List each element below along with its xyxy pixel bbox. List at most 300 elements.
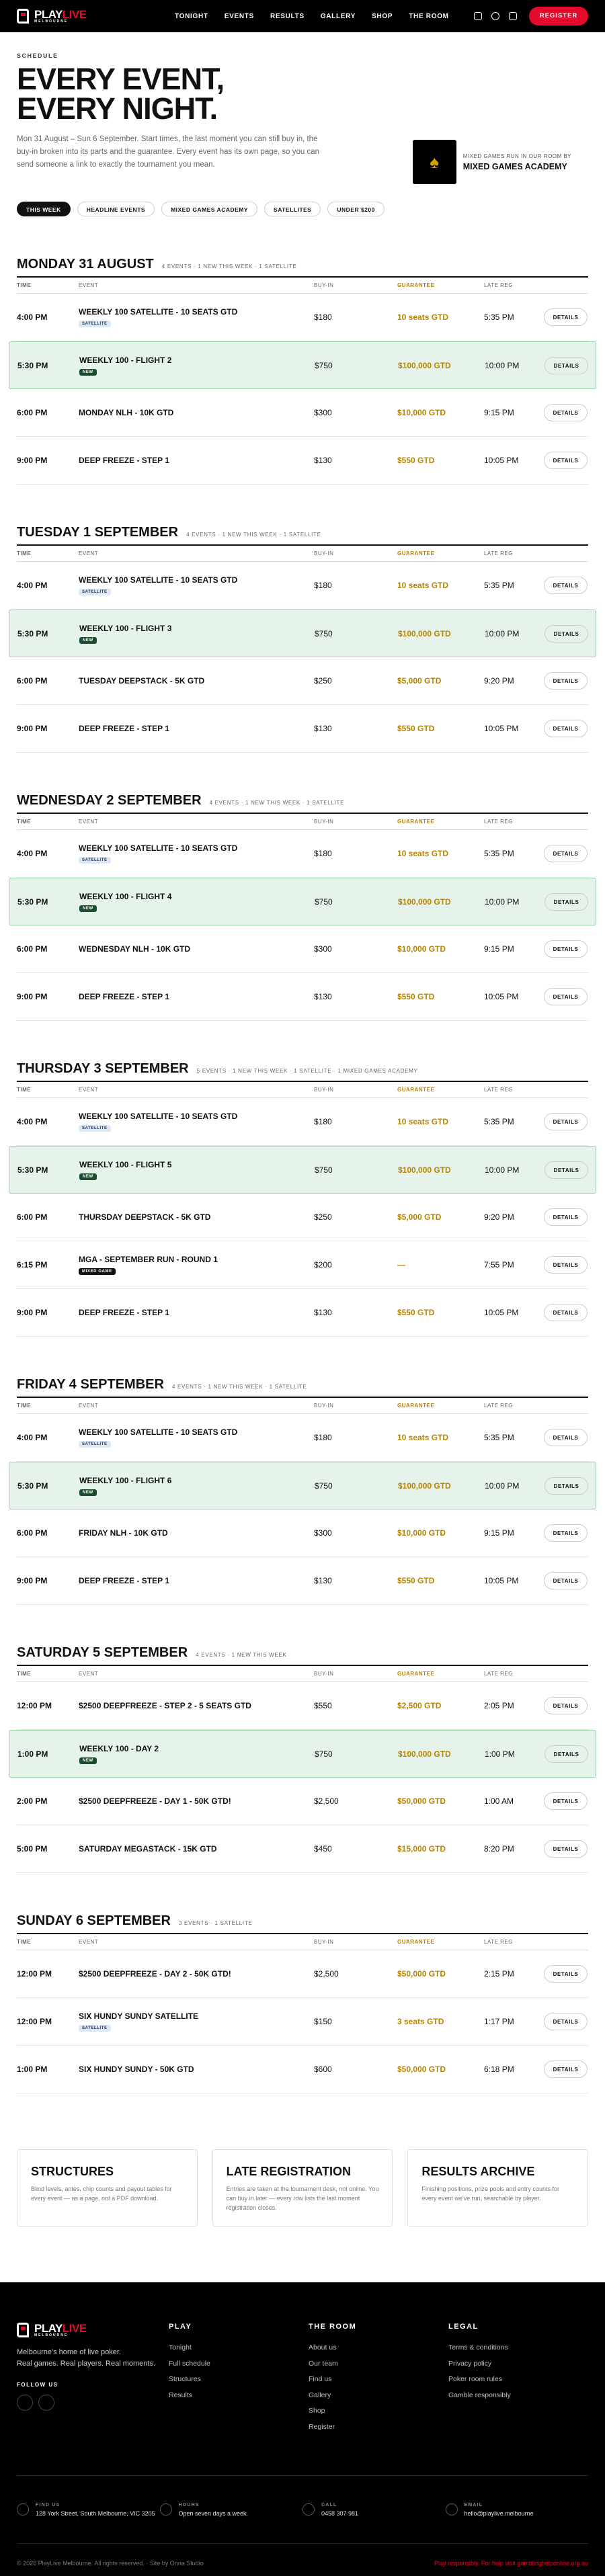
- nav-link-events[interactable]: EVENTS: [224, 12, 254, 20]
- event-row[interactable]: [17, 562, 588, 610]
- mixed-games-box[interactable]: [413, 140, 571, 184]
- card-title: RESULTS ARCHIVE: [421, 2165, 535, 2178]
- day-meta: 4 EVENTS · 1 NEW THIS WEEK · 1 SATELLITE: [209, 800, 345, 806]
- event-time: 4:00 PM: [17, 1117, 48, 1126]
- info-card[interactable]: [17, 2149, 198, 2227]
- event-row[interactable]: [9, 610, 596, 657]
- footer-link[interactable]: Gamble responsibly: [448, 2391, 511, 2399]
- filter-chip[interactable]: THIS WEEK: [17, 202, 71, 216]
- column-header: EVENT: [79, 819, 99, 825]
- event-late-reg: 10:00 PM: [485, 897, 520, 907]
- event-row[interactable]: [9, 1146, 596, 1194]
- details-button[interactable]: DETAILS: [544, 1304, 588, 1321]
- event-buyin: $300: [314, 944, 332, 954]
- day-section: [17, 216, 588, 485]
- column-header: LATE REG: [484, 282, 513, 288]
- event-guarantee: 3 seats GTD: [397, 2017, 444, 2026]
- event-guarantee: $10,000 GTD: [397, 944, 446, 954]
- details-button[interactable]: DETAILS: [544, 1840, 588, 1858]
- event-guarantee: 10 seats GTD: [397, 581, 449, 590]
- event-buyin: $750: [315, 360, 333, 370]
- column-header: BUY-IN: [314, 550, 334, 556]
- event-name[interactable]: DEEP FREEZE - STEP 1: [79, 1308, 169, 1317]
- event-row[interactable]: [17, 1098, 588, 1146]
- footer-column-title: LEGAL: [448, 2323, 479, 2331]
- hero: [0, 32, 605, 216]
- event-guarantee: $100,000 GTD: [398, 897, 451, 907]
- logo-mark-icon: [17, 9, 29, 24]
- column-header: EVENT: [79, 282, 99, 288]
- event-guarantee: $5,000 GTD: [397, 1212, 442, 1222]
- event-guarantee: $15,000 GTD: [397, 1844, 446, 1854]
- event-name[interactable]: WEEKLY 100 SATELLITE - 10 SEATS GTD: [79, 307, 238, 317]
- column-header: TIME: [17, 1939, 32, 1945]
- event-name[interactable]: SIX HUNDY SUNDY - 50K GTD: [79, 2065, 194, 2074]
- event-guarantee: $2,500 GTD: [397, 1701, 442, 1710]
- details-button[interactable]: DETAILS: [544, 1161, 588, 1179]
- event-late-reg: 9:15 PM: [484, 408, 514, 417]
- event-time: 6:00 PM: [17, 1212, 48, 1222]
- register-button[interactable]: REGISTER: [529, 7, 588, 26]
- column-header: BUY-IN: [314, 1671, 334, 1677]
- details-button[interactable]: DETAILS: [544, 1524, 588, 1542]
- brand-play: PLAY: [34, 7, 63, 21]
- event-row[interactable]: [17, 1950, 588, 1998]
- event-buyin: $750: [315, 1481, 333, 1491]
- footer-link[interactable]: Register: [309, 2422, 335, 2431]
- card-text: Blind levels, antes, chip counts and payout tables for every event — as a page, not a PDF download.: [31, 2186, 172, 2202]
- phone-icon: [302, 2503, 315, 2516]
- details-button[interactable]: DETAILS: [544, 893, 588, 911]
- event-time: 4:00 PM: [17, 581, 48, 590]
- event-time: 2:00 PM: [17, 1796, 48, 1806]
- event-name[interactable]: WEEKLY 100 - FLIGHT 2: [79, 355, 172, 365]
- event-name[interactable]: WEEKLY 100 - DAY 2: [79, 1743, 159, 1753]
- event-row[interactable]: [17, 1241, 588, 1289]
- event-time: 9:00 PM: [17, 456, 48, 465]
- details-button[interactable]: DETAILS: [544, 625, 588, 642]
- details-button[interactable]: DETAILS: [544, 1572, 588, 1589]
- event-time: 12:00 PM: [17, 1701, 52, 1710]
- column-headers: [17, 1934, 588, 1950]
- footer-link[interactable]: Terms & conditions: [448, 2343, 508, 2352]
- details-button[interactable]: DETAILS: [544, 988, 588, 1005]
- main-menu: [175, 13, 474, 20]
- event-time: 9:00 PM: [17, 1308, 48, 1317]
- card-text: Finishing positions, prize pools and entry counts for every event we've run, searchable by player.: [421, 2186, 559, 2202]
- event-name[interactable]: DEEP FREEZE - STEP 1: [79, 992, 169, 1001]
- column-headers: [17, 814, 588, 830]
- filter-chip[interactable]: HEADLINE EVENTS: [77, 202, 155, 216]
- column-header: EVENT: [79, 550, 99, 556]
- event-time: 5:30 PM: [17, 897, 48, 907]
- event-guarantee: $100,000 GTD: [398, 1165, 451, 1175]
- details-button[interactable]: DETAILS: [544, 672, 588, 690]
- day-section: [17, 1605, 588, 1873]
- event-row[interactable]: [17, 1194, 588, 1241]
- column-header: LATE REG: [484, 1403, 513, 1409]
- event-name[interactable]: WEEKLY 100 - FLIGHT 6: [79, 1475, 172, 1485]
- event-tag: SATELLITE: [79, 2025, 111, 2032]
- event-buyin: $750: [315, 628, 333, 638]
- footer-link[interactable]: Results: [169, 2391, 193, 2399]
- column-header: EVENT: [79, 1403, 99, 1409]
- details-button[interactable]: DETAILS: [544, 1256, 588, 1274]
- event-late-reg: 10:00 PM: [485, 1481, 520, 1491]
- day-title: SATURDAY 5 SEPTEMBER: [17, 1645, 188, 1660]
- details-button[interactable]: DETAILS: [544, 845, 588, 862]
- contact-label: EMAIL: [464, 2502, 483, 2507]
- event-row[interactable]: [9, 878, 596, 925]
- nav-link-gallery[interactable]: GALLERY: [320, 12, 356, 20]
- column-header: TIME: [17, 1671, 32, 1677]
- event-row[interactable]: [17, 1289, 588, 1337]
- event-buyin: $750: [315, 1749, 333, 1759]
- day-section: [17, 1337, 588, 1605]
- column-headers: [17, 546, 588, 562]
- day-meta: 4 EVENTS · 1 NEW THIS WEEK · 1 SATELLITE: [186, 532, 321, 538]
- column-header: LATE REG: [484, 1671, 513, 1677]
- event-row[interactable]: [17, 437, 588, 485]
- event-buyin: $550: [314, 1701, 332, 1710]
- event-guarantee: $10,000 GTD: [397, 1528, 446, 1538]
- filter-chip[interactable]: MIXED GAMES ACADEMY: [161, 202, 257, 216]
- column-headers: [17, 1398, 588, 1414]
- event-time: 12:00 PM: [17, 2017, 52, 2026]
- card-text: Entries are taken at the tournament desk, not online. You can buy in later — every row lists the last moment registration closes.: [226, 2186, 379, 2211]
- event-buyin: $2,500: [314, 1796, 339, 1806]
- event-row[interactable]: [9, 1462, 596, 1509]
- event-late-reg: 10:00 PM: [485, 1165, 520, 1175]
- event-row[interactable]: [17, 389, 588, 437]
- event-name[interactable]: SATURDAY MEGASTACK - 15K GTD: [79, 1844, 217, 1854]
- contact-value[interactable]: Open seven days a week.: [178, 2509, 249, 2517]
- column-header: GUARANTEE: [397, 1939, 435, 1945]
- event-time: 6:00 PM: [17, 944, 48, 954]
- details-button[interactable]: DETAILS: [544, 452, 588, 469]
- logo[interactable]: [17, 9, 138, 24]
- event-buyin: $750: [315, 897, 333, 907]
- event-row[interactable]: [17, 1682, 588, 1730]
- contact-label: CALL: [321, 2502, 337, 2507]
- event-late-reg: 5:35 PM: [484, 313, 514, 322]
- details-button[interactable]: DETAILS: [544, 2013, 588, 2030]
- event-late-reg: 9:15 PM: [484, 1528, 514, 1538]
- nav-link-shop[interactable]: SHOP: [372, 12, 393, 20]
- footer-link[interactable]: Structures: [169, 2375, 201, 2383]
- facebook-icon[interactable]: [491, 12, 499, 20]
- event-name[interactable]: WEEKLY 100 - FLIGHT 3: [79, 623, 172, 633]
- event-buyin: $180: [314, 581, 332, 590]
- event-buyin: $300: [314, 1528, 332, 1538]
- day-title: SUNDAY 6 SEPTEMBER: [17, 1913, 171, 1928]
- filter-chip[interactable]: SATELLITES: [264, 202, 321, 216]
- event-late-reg: 7:55 PM: [484, 1260, 514, 1270]
- column-header: TIME: [17, 550, 32, 556]
- column-header: GUARANTEE: [397, 1403, 435, 1409]
- details-button[interactable]: DETAILS: [544, 1965, 588, 1983]
- event-name[interactable]: DEEP FREEZE - STEP 1: [79, 724, 169, 733]
- event-name[interactable]: MONDAY NLH - 10K GTD: [79, 408, 174, 417]
- column-headers: [17, 1666, 588, 1682]
- details-button[interactable]: DETAILS: [544, 1208, 588, 1226]
- footer-link[interactable]: Privacy policy: [448, 2359, 492, 2368]
- card-title: LATE REGISTRATION: [226, 2165, 351, 2178]
- event-late-reg: 1:00 AM: [484, 1796, 514, 1806]
- column-header: GUARANTEE: [397, 282, 435, 288]
- footer-column: [448, 2323, 588, 2435]
- footer-link[interactable]: Full schedule: [169, 2359, 210, 2368]
- details-button[interactable]: DETAILS: [544, 577, 588, 594]
- event-guarantee: $550 GTD: [397, 724, 435, 733]
- event-time: 5:30 PM: [17, 628, 48, 638]
- event-name[interactable]: WEEKLY 100 - FLIGHT 4: [79, 891, 172, 901]
- event-row[interactable]: [17, 925, 588, 973]
- event-late-reg: 10:05 PM: [484, 724, 519, 733]
- event-row[interactable]: [17, 705, 588, 753]
- details-button[interactable]: DETAILS: [544, 404, 588, 421]
- calendar-icon[interactable]: [509, 12, 517, 20]
- event-row[interactable]: [17, 1998, 588, 2046]
- event-late-reg: 5:35 PM: [484, 581, 514, 590]
- column-header: EVENT: [79, 1939, 99, 1945]
- event-late-reg: 2:05 PM: [484, 1701, 514, 1710]
- contact-item: [160, 2503, 303, 2517]
- top-nav: [0, 0, 605, 32]
- event-name[interactable]: MGA - SEPTEMBER RUN - ROUND 1: [79, 1255, 218, 1264]
- event-name[interactable]: WEEKLY 100 SATELLITE - 10 SEATS GTD: [79, 1427, 238, 1437]
- event-name[interactable]: $2500 DEEPFREEZE - DAY 1 - 50K GTD!: [79, 1796, 231, 1806]
- details-button[interactable]: DETAILS: [544, 1477, 588, 1495]
- event-row[interactable]: [17, 1557, 588, 1605]
- facebook-icon[interactable]: [38, 2395, 54, 2411]
- event-name[interactable]: THURSDAY DEEPSTACK - 5K GTD: [79, 1212, 211, 1222]
- event-name[interactable]: $2500 DEEPFREEZE - STEP 2 - 5 SEATS GTD: [79, 1701, 251, 1710]
- day-meta: 4 EVENTS · 1 NEW THIS WEEK: [196, 1652, 287, 1658]
- event-row[interactable]: [9, 341, 596, 389]
- column-header: EVENT: [79, 1087, 99, 1093]
- filter-chip[interactable]: UNDER $200: [327, 202, 385, 216]
- clock-icon: [160, 2503, 172, 2516]
- event-row[interactable]: [17, 1509, 588, 1557]
- day-meta: 5 EVENTS · 1 NEW THIS WEEK · 1 SATELLITE · 1 MIXED GAMES ACADEMY: [196, 1068, 418, 1074]
- event-late-reg: 2:15 PM: [484, 1969, 514, 1979]
- event-tag: NEW: [79, 1757, 97, 1764]
- event-late-reg: 6:18 PM: [484, 2065, 514, 2074]
- column-header: BUY-IN: [314, 282, 334, 288]
- details-button[interactable]: DETAILS: [544, 1429, 588, 1446]
- event-time: 5:30 PM: [17, 1481, 48, 1491]
- event-row[interactable]: [17, 2046, 588, 2093]
- column-headers: [17, 278, 588, 294]
- event-name[interactable]: SIX HUNDY SUNDY SATELLITE: [79, 2011, 199, 2021]
- event-time: 9:00 PM: [17, 724, 48, 733]
- details-button[interactable]: DETAILS: [544, 357, 588, 374]
- column-header: LATE REG: [484, 1939, 513, 1945]
- day-section: [17, 485, 588, 753]
- event-row[interactable]: [17, 657, 588, 705]
- event-late-reg: 9:20 PM: [484, 1212, 514, 1222]
- event-row[interactable]: [17, 830, 588, 878]
- event-buyin: $180: [314, 849, 332, 858]
- column-header: GUARANTEE: [397, 1087, 435, 1093]
- event-tag: SATELLITE: [79, 589, 111, 595]
- event-buyin: $200: [314, 1260, 332, 1270]
- event-buyin: $250: [314, 676, 332, 685]
- event-row[interactable]: [17, 1778, 588, 1825]
- footer-link[interactable]: About us: [309, 2343, 337, 2352]
- details-button[interactable]: DETAILS: [544, 2061, 588, 2078]
- event-time: 5:30 PM: [17, 1165, 48, 1175]
- event-late-reg: 10:05 PM: [484, 1576, 519, 1585]
- details-button[interactable]: DETAILS: [544, 1792, 588, 1810]
- event-name[interactable]: WEEKLY 100 - FLIGHT 5: [79, 1159, 172, 1169]
- info-card[interactable]: [212, 2149, 393, 2227]
- info-cards: [17, 2149, 588, 2227]
- day-section: [17, 1021, 588, 1337]
- details-button[interactable]: DETAILS: [544, 940, 588, 958]
- event-tag: NEW: [79, 1489, 97, 1496]
- event-guarantee: $50,000 GTD: [397, 1796, 446, 1806]
- footer-column: [309, 2323, 448, 2435]
- intro-text: Mon 31 August – Sun 6 September. Start times, the last moment you can still buy in, the buy-in broken into its parts and the guarantee. Every event has its own page, so you can send someone a link to exactly the tournament you mean.: [17, 135, 320, 169]
- event-tag: SATELLITE: [79, 1125, 111, 1132]
- event-tag: NEW: [79, 905, 97, 912]
- event-name[interactable]: TUESDAY DEEPSTACK - 5K GTD: [79, 676, 205, 685]
- copyright: © 2026 PlayLive Melbourne. All rights reserved. · Site by Onna Studio: [17, 2560, 204, 2567]
- event-late-reg: 1:00 PM: [485, 1749, 515, 1759]
- column-header: TIME: [17, 1403, 32, 1409]
- day-meta: 4 EVENTS · 1 NEW THIS WEEK · 1 SATELLITE: [161, 263, 297, 269]
- event-buyin: $130: [314, 724, 332, 733]
- footer-link[interactable]: Shop: [309, 2407, 325, 2415]
- footer-link[interactable]: Tonight: [169, 2343, 192, 2352]
- brand-live: LIVE: [62, 7, 87, 21]
- event-guarantee: —: [397, 1260, 405, 1270]
- contact-value[interactable]: hello@playlive.melbourne: [464, 2509, 534, 2517]
- event-row[interactable]: [17, 294, 588, 341]
- event-tag: NEW: [79, 1173, 97, 1180]
- column-header: LATE REG: [484, 550, 513, 556]
- nav-link-the-room[interactable]: THE ROOM: [409, 12, 449, 20]
- footer-tagline: Melbourne's home of live poker. Real games. Real players. Real moments.: [17, 2348, 156, 2368]
- event-name[interactable]: FRIDAY NLH - 10K GTD: [79, 1528, 168, 1538]
- event-buyin: $180: [314, 1117, 332, 1126]
- event-time: 6:00 PM: [17, 676, 48, 685]
- mail-icon: [446, 2503, 458, 2516]
- details-button[interactable]: DETAILS: [544, 1113, 588, 1130]
- nav-link-tonight[interactable]: TONIGHT: [175, 12, 208, 20]
- footer-column: [169, 2323, 309, 2435]
- event-row[interactable]: [17, 1825, 588, 1873]
- event-time: 6:00 PM: [17, 1528, 48, 1538]
- event-name[interactable]: WEEKLY 100 SATELLITE - 10 SEATS GTD: [79, 575, 238, 585]
- event-name[interactable]: WEEKLY 100 SATELLITE - 10 SEATS GTD: [79, 1112, 238, 1121]
- spade-icon: ♠: [413, 140, 456, 184]
- contact-item: [446, 2503, 589, 2517]
- contact-item: [302, 2503, 446, 2517]
- event-name[interactable]: DEEP FREEZE - STEP 1: [79, 456, 169, 465]
- event-time: 6:00 PM: [17, 408, 48, 417]
- contact-value[interactable]: 0458 307 981: [321, 2509, 359, 2517]
- event-name[interactable]: WEDNESDAY NLH - 10K GTD: [79, 944, 191, 954]
- filter-chips: [17, 202, 588, 216]
- event-name[interactable]: $2500 DEEPFREEZE - DAY 2 - 50K GTD!: [79, 1969, 231, 1979]
- event-guarantee: $550 GTD: [397, 992, 435, 1001]
- column-header: GUARANTEE: [397, 1671, 435, 1677]
- event-time: 1:00 PM: [17, 2065, 48, 2074]
- responsible-gambling[interactable]: Play responsibly. For help visit gamblinghelponline.org.au: [434, 2560, 588, 2567]
- instagram-icon[interactable]: [474, 12, 482, 20]
- event-guarantee: $100,000 GTD: [398, 1481, 451, 1491]
- details-button[interactable]: DETAILS: [544, 720, 588, 737]
- event-buyin: $180: [314, 1433, 332, 1442]
- event-time: 12:00 PM: [17, 1969, 52, 1979]
- event-late-reg: 10:05 PM: [484, 1308, 519, 1317]
- event-buyin: $180: [314, 313, 332, 322]
- event-guarantee: $100,000 GTD: [398, 628, 451, 638]
- event-tag: SATELLITE: [79, 1441, 111, 1448]
- footer-logo[interactable]: PLAYLIVE MELBOURNE: [17, 2323, 138, 2337]
- day-title: MONDAY 31 AUGUST: [17, 257, 154, 272]
- event-guarantee: $50,000 GTD: [397, 2065, 446, 2074]
- event-name[interactable]: DEEP FREEZE - STEP 1: [79, 1576, 169, 1585]
- event-name[interactable]: WEEKLY 100 SATELLITE - 10 SEATS GTD: [79, 843, 238, 853]
- footer-link[interactable]: Poker room rules: [448, 2375, 502, 2383]
- column-header: BUY-IN: [314, 819, 334, 825]
- event-guarantee: $50,000 GTD: [397, 1969, 446, 1979]
- instagram-icon[interactable]: [17, 2395, 33, 2411]
- footer-link[interactable]: Gallery: [309, 2391, 331, 2399]
- event-row[interactable]: [17, 1414, 588, 1462]
- mga-label: MIXED GAMES RUN IN OUR ROOM BY: [462, 153, 571, 159]
- info-card[interactable]: [407, 2149, 588, 2227]
- event-buyin: $2,500: [314, 1969, 339, 1979]
- event-guarantee: 10 seats GTD: [397, 313, 449, 322]
- column-header: BUY-IN: [314, 1939, 334, 1945]
- footer-link[interactable]: Our team: [309, 2359, 338, 2368]
- details-button[interactable]: DETAILS: [544, 1745, 588, 1763]
- nav-link-results[interactable]: RESULTS: [270, 12, 305, 20]
- column-header: BUY-IN: [314, 1087, 334, 1093]
- column-header: TIME: [17, 282, 32, 288]
- event-row[interactable]: [9, 1730, 596, 1778]
- event-buyin: $130: [314, 992, 332, 1001]
- event-buyin: $130: [314, 456, 332, 465]
- event-time: 1:00 PM: [17, 1749, 48, 1759]
- event-buyin: $130: [314, 1576, 332, 1585]
- day-section: [17, 1873, 588, 2093]
- contact-value[interactable]: 128 York Street, South Melbourne, VIC 3205: [36, 2509, 155, 2517]
- details-button[interactable]: DETAILS: [544, 1697, 588, 1714]
- column-header: BUY-IN: [314, 1403, 334, 1409]
- event-late-reg: 10:00 PM: [485, 628, 520, 638]
- footer-column-title: THE ROOM: [309, 2323, 357, 2331]
- day-title: WEDNESDAY 2 SEPTEMBER: [17, 793, 202, 808]
- event-time: 5:30 PM: [17, 360, 48, 370]
- details-button[interactable]: DETAILS: [544, 308, 588, 326]
- event-guarantee: $550 GTD: [397, 1576, 435, 1585]
- event-tag: MIXED GAME: [79, 1268, 116, 1275]
- event-row[interactable]: [17, 973, 588, 1021]
- event-buyin: $130: [314, 1308, 332, 1317]
- mga-name: MIXED GAMES ACADEMY: [462, 161, 567, 171]
- day-title: TUESDAY 1 SEPTEMBER: [17, 525, 179, 540]
- column-header: LATE REG: [484, 819, 513, 825]
- footer-link[interactable]: Find us: [309, 2375, 332, 2383]
- column-headers: [17, 1082, 588, 1098]
- event-tag: NEW: [79, 369, 97, 376]
